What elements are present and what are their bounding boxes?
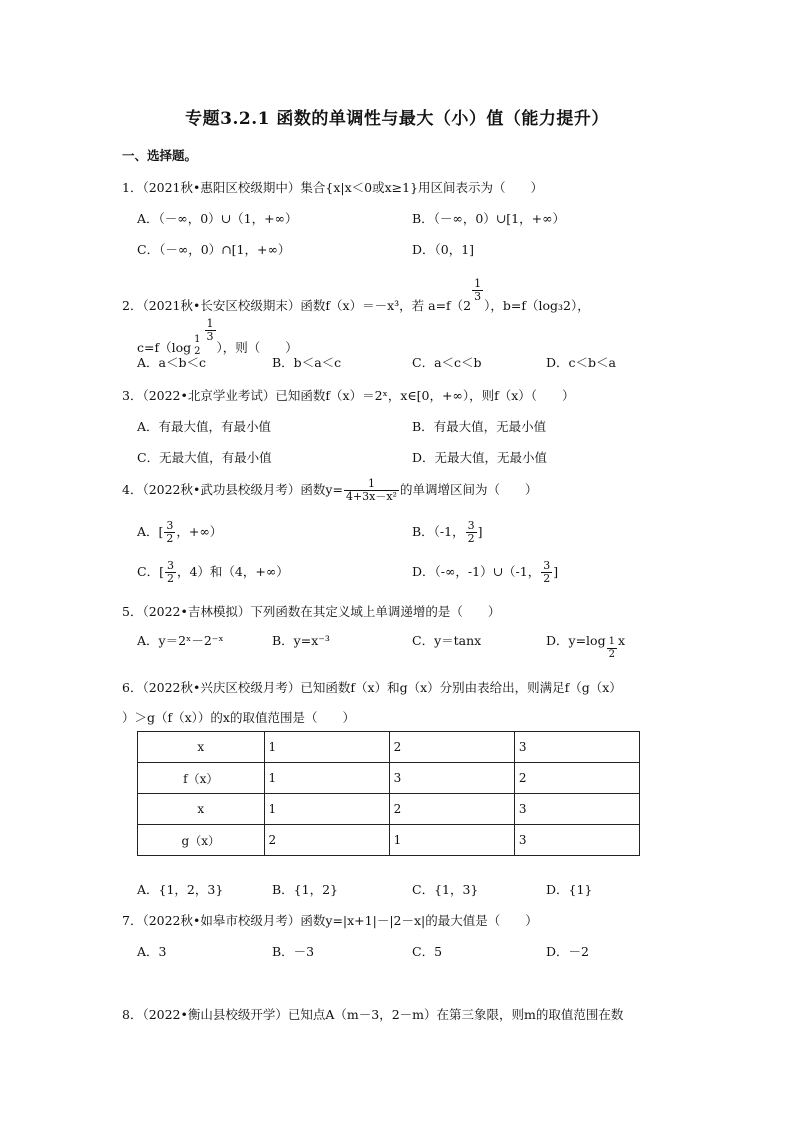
q1-option-a[interactable]: A．（－∞，0）∪（1，+∞） — [137, 211, 298, 226]
question-8 — [122, 1005, 623, 1023]
table-row — [138, 763, 640, 794]
exponent-fraction: $\frac{1}{3}$ — [474, 277, 482, 303]
q3-option-a[interactable]: A．有最大值，有最小值 — [137, 419, 272, 434]
page-title: 专题3.2.1 函数的单调性与最大（小）值（能力提升） — [185, 109, 609, 129]
table-cell: x — [138, 732, 265, 763]
question-number: 5． — [122, 604, 143, 619]
q6-option-d[interactable]: D．{1} — [546, 882, 593, 897]
q4-option-b[interactable]: B．（-1， $\frac{3}{2}$ ] — [412, 519, 483, 545]
q6-option-b[interactable]: B．{1，2} — [272, 882, 338, 897]
question-6-line-2: ）＞g（f（x））的x的取值范围是（ ） — [122, 710, 355, 725]
table-cell: f（x） — [138, 763, 265, 794]
question-stem: 函数y= — [300, 482, 343, 497]
function-table — [137, 731, 640, 856]
function-fraction: $\frac{1}{\text{4+3x－x²}}$ — [345, 477, 397, 503]
question-source: （2021秋•长安区校级期末） — [142, 298, 301, 313]
a-definition: a=f（2 — [428, 298, 472, 313]
question-source: （2022•北京学业考试） — [142, 388, 276, 403]
question-stem: 集合{x|x＜0或x≥1}用区间表示为（ ） — [300, 180, 544, 195]
b-definition: ），b=f（log₃2）， — [484, 298, 590, 313]
q7-option-a[interactable]: A．3 — [137, 944, 167, 959]
q4-option-a[interactable]: A．[ $\frac{3}{2}$ ，+∞） — [137, 519, 223, 545]
log-arg-fraction: $\frac{1}{3}$ — [206, 317, 214, 343]
question-number: 7． — [122, 913, 143, 928]
fraction-three-halves: $\frac{3}{2}$ — [467, 519, 475, 545]
question-stem: 已知函数f（x）＝2ˣ，x∈[0，+∞），则f（x）（ ） — [275, 388, 575, 403]
q5-option-c[interactable]: C．y＝tanx — [412, 633, 482, 648]
q5-option-d[interactable]: D．y=log $\frac{1}{2}$ x — [546, 633, 626, 660]
table-row — [138, 825, 640, 856]
question-stem: 已知点A（m－3，2－m）在第三象限，则m的取值范围在数 — [287, 1007, 624, 1022]
question-source: （2022•吉林模拟） — [142, 604, 251, 619]
table-cell: 3 — [514, 794, 639, 825]
table-cell: 1 — [389, 825, 514, 856]
q7-option-d[interactable]: D．－2 — [546, 944, 589, 959]
q6-option-c[interactable]: C．{1，3} — [412, 882, 479, 897]
question-stem: 已知函数f（x）和g（x）分别由表给出，则满足f（g（x） — [300, 680, 622, 695]
q2-option-d[interactable]: D．c＜b＜a — [546, 355, 616, 370]
question-3 — [122, 386, 575, 404]
question-number: 1． — [122, 180, 143, 195]
table-cell: 2 — [514, 763, 639, 794]
question-6 — [122, 678, 622, 696]
q7-option-c[interactable]: C．5 — [412, 944, 443, 959]
table-cell: 1 — [264, 732, 389, 763]
q5-option-a[interactable]: A．y＝2ˣ－2⁻ˣ — [137, 633, 224, 648]
question-source: （2021秋•惠阳区校级期中） — [142, 180, 301, 195]
q1-option-b[interactable]: B．（－∞，0）∪[1，+∞） — [412, 211, 565, 226]
question-source: （2022秋•兴庆区校级月考） — [142, 680, 301, 695]
fraction-three-halves: $\frac{3}{2}$ — [166, 519, 174, 545]
table-cell: 1 — [264, 794, 389, 825]
q7-option-b[interactable]: B．－3 — [272, 944, 315, 959]
question-number: 2． — [122, 298, 143, 313]
q2-option-b[interactable]: B．b＜a＜c — [272, 355, 342, 370]
question-number: 4． — [122, 482, 143, 497]
section-heading: 一、选择题。 — [122, 148, 198, 163]
table-cell: 3 — [514, 825, 639, 856]
q3-option-c[interactable]: C．无最大值，有最小值 — [137, 450, 272, 465]
question-1 — [122, 178, 543, 196]
question-number: 3． — [122, 388, 143, 403]
table-cell: 1 — [264, 763, 389, 794]
table-cell: 3 — [514, 732, 639, 763]
table-row — [138, 794, 640, 825]
question-number: 8． — [122, 1007, 143, 1022]
q2-option-c[interactable]: C．a＜c＜b — [412, 355, 482, 370]
q4-option-c[interactable]: C．[ $\frac{3}{2}$ ，4）和（4，+∞） — [137, 559, 289, 585]
fraction-three-halves: $\frac{3}{2}$ — [543, 559, 551, 585]
q4-option-d[interactable]: D．（-∞，-1）∪（-1， $\frac{3}{2}$ ] — [412, 559, 559, 585]
table-cell: 3 — [389, 763, 514, 794]
question-number: 6． — [122, 680, 143, 695]
table-cell: 2 — [264, 825, 389, 856]
q5-option-b[interactable]: B．y=x⁻³ — [272, 633, 330, 648]
fraction-three-halves: $\frac{3}{2}$ — [166, 559, 174, 585]
q6-option-a[interactable]: A．{1，2，3} — [137, 882, 224, 897]
q3-option-d[interactable]: D．无最大值，无最小值 — [412, 450, 548, 465]
question-4: 4．（2022秋•武功县校级月考）函数y= $\frac{1}{\text{4+3x－x²}}$ 的单调增区间为（ ） — [122, 477, 538, 503]
table-cell: g（x） — [138, 825, 265, 856]
q2-option-a[interactable]: A．a＜b＜c — [137, 355, 206, 370]
question-stem: 函数y=|x+1|－|2－x|的最大值是（ ） — [300, 913, 538, 928]
q1-option-c[interactable]: C．（－∞，0）∩[1，+∞） — [137, 242, 291, 257]
q3-option-b[interactable]: B．有最大值，无最小值 — [412, 419, 547, 434]
question-source: （2022•衡山县校级开学） — [142, 1007, 288, 1022]
question-stem: 函数f（x）＝－x³，若 — [300, 298, 425, 313]
log-base-fraction: 1 2 — [194, 334, 201, 357]
question-source: （2022秋•武功县校级月考） — [142, 482, 301, 497]
question-2-line-2: c=f（log 1 2 $\frac{1}{3}$ ），则（ ） — [137, 317, 298, 357]
table-cell: x — [138, 794, 265, 825]
log-base-one-half: $\frac{1}{2}$ — [608, 636, 615, 660]
question-2 — [122, 278, 590, 314]
table-cell: 2 — [389, 794, 514, 825]
question-7 — [122, 911, 538, 929]
question-5 — [122, 602, 500, 620]
question-source: （2022秋•如皋市校级月考） — [142, 913, 301, 928]
q1-option-d[interactable]: D．（0，1] — [412, 242, 475, 257]
table-row — [138, 732, 640, 763]
question-stem: 下列函数在其定义域上单调递增的是（ ） — [250, 604, 501, 619]
table-cell: 2 — [389, 732, 514, 763]
